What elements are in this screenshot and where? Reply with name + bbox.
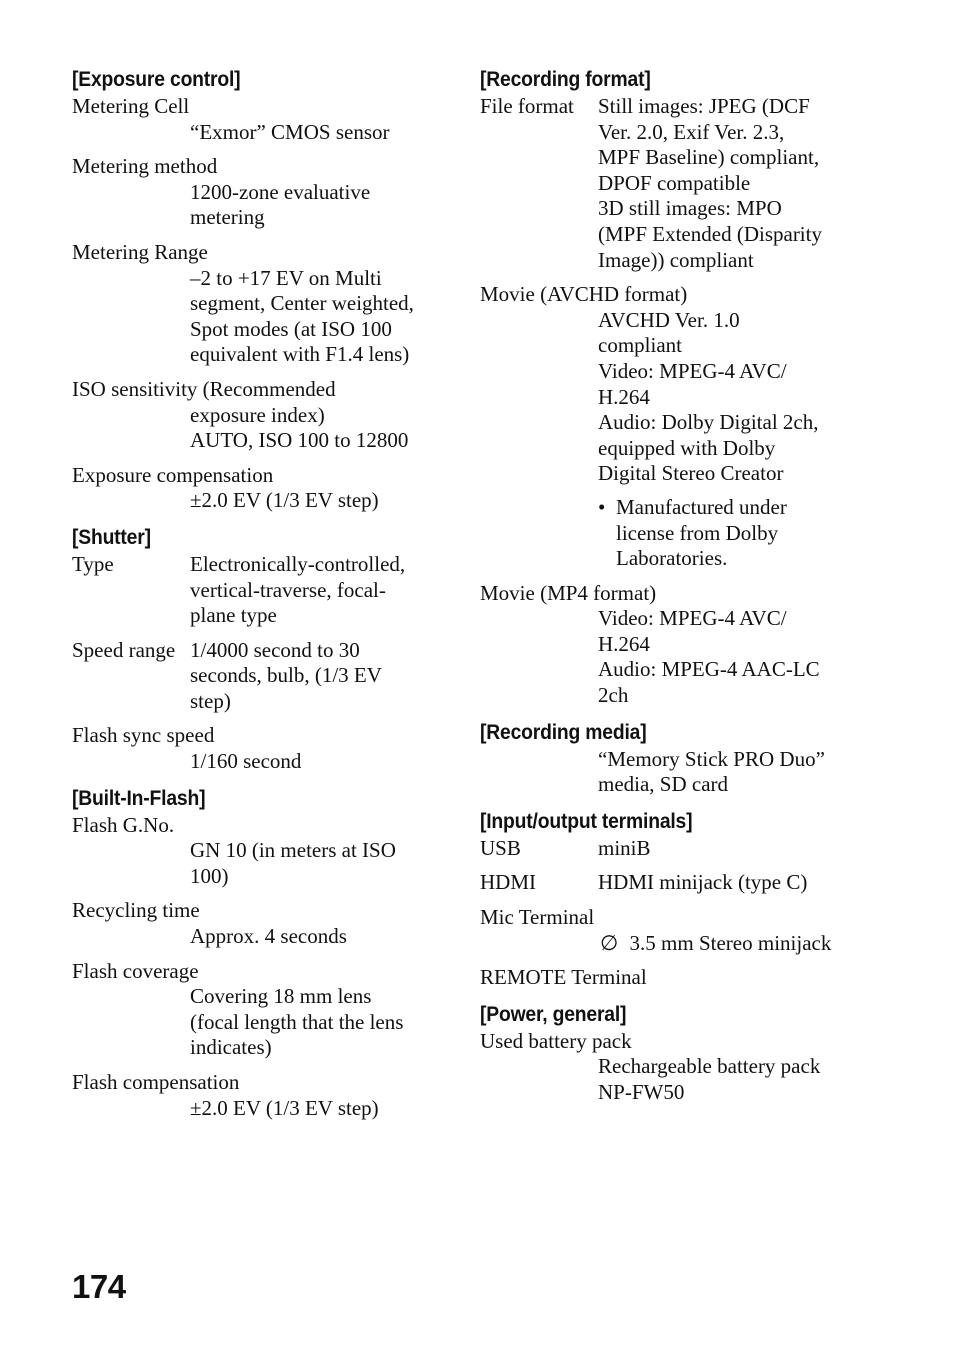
spec-value: “Memory Stick PRO Duo” media, SD card — [598, 746, 825, 797]
spec-value: GN 10 (in meters at ISO 100) — [190, 838, 396, 888]
spec-label: Flash G.No. — [72, 812, 175, 837]
spec-recycling-time — [72, 898, 444, 949]
section-built-in-flash — [72, 785, 444, 1122]
page-number: 174 — [72, 1268, 126, 1305]
section-power-general — [480, 1001, 860, 1106]
spec-usb — [480, 836, 860, 862]
section-exposure-control — [72, 66, 444, 514]
spec-value: Approx. 4 seconds — [190, 924, 347, 949]
spec-label: Used battery pack — [480, 1028, 632, 1053]
spec-label: HDMI — [480, 870, 536, 895]
spec-label: Type — [72, 551, 114, 576]
spec-value: HDMI minijack (type C) — [598, 870, 808, 895]
spec-label: Metering method — [72, 154, 218, 179]
spec-value: 1/160 second — [190, 749, 302, 774]
section-recording-format — [480, 66, 860, 709]
spec-value: 1200-zone evaluative metering — [190, 179, 371, 230]
spec-value: Electronically-controlled, vertical-traverse, focal- plane type — [190, 551, 406, 628]
section-heading: [Input/output terminals] — [480, 809, 693, 833]
spec-label: Exposure compensation — [72, 462, 274, 487]
spec-value: ±2.0 EV (1/3 EV step) — [190, 1095, 379, 1120]
spec-label: Mic Terminal — [480, 905, 595, 930]
spec-label: Flash coverage — [72, 958, 199, 983]
diameter-icon: ∅ — [600, 930, 619, 955]
spec-value: AVCHD Ver. 1.0 compliant Video: MPEG-4 AVC/ H.264 Audio: Dolby Digital 2ch, equipped with Dolby Digital Stereo Creator — [598, 307, 819, 486]
spec-flash-coverage — [72, 959, 444, 1061]
spec-label: Metering Range — [72, 239, 208, 264]
spec-file-format — [480, 94, 860, 273]
section-heading: [Recording format] — [480, 68, 651, 91]
section-heading: [Power, general] — [480, 1002, 627, 1026]
spec-remote-terminal — [480, 965, 860, 991]
spec-label: Speed range — [72, 637, 176, 662]
section-io-terminals — [480, 808, 860, 991]
spec-recording-media — [480, 747, 860, 798]
section-heading: [Shutter] — [72, 525, 151, 549]
spec-speed-range — [72, 638, 444, 715]
section-recording-media — [480, 719, 860, 798]
spec-metering-cell — [72, 94, 444, 145]
license-note: • Manufactured under license from Dolby Laboratories. — [598, 495, 860, 572]
spec-movie-avchd — [480, 282, 860, 572]
spec-label: Movie (MP4 format) — [480, 580, 657, 605]
spec-metering-method — [72, 154, 444, 231]
spec-value: Covering 18 mm lens (focal length that the lens indicates) — [190, 984, 404, 1060]
spec-label: Flash compensation — [72, 1070, 240, 1094]
spec-value: 1/4000 second to 30 seconds, bulb, (1/3 EV step) — [190, 637, 382, 713]
spec-shutter-type — [72, 552, 444, 629]
spec-label: Metering Cell — [72, 94, 190, 118]
spec-label: File format — [480, 94, 574, 118]
spec-label: Movie (AVCHD format) — [480, 282, 688, 307]
spec-hdmi — [480, 870, 860, 896]
spec-value: Rechargeable battery pack NP-FW50 — [598, 1054, 821, 1104]
spec-label: ISO sensitivity (Recommended — [72, 376, 336, 401]
spec-mic-terminal — [480, 905, 860, 956]
spec-label: Flash sync speed — [72, 723, 215, 748]
left-column — [72, 66, 444, 1131]
spec-flash-gno — [72, 813, 444, 890]
section-shutter — [72, 524, 444, 775]
spec-iso-sensitivity — [72, 377, 444, 454]
spec-metering-range — [72, 240, 444, 368]
spec-battery-pack — [480, 1029, 860, 1106]
spec-value: exposure index) AUTO, ISO 100 to 12800 — [190, 402, 409, 453]
right-column — [480, 66, 860, 1116]
section-heading: [Built-In-Flash] — [72, 786, 206, 810]
spec-value: “Exmor” CMOS sensor — [190, 119, 390, 144]
spec-value: Still images: JPEG (DCF Ver. 2.0, Exif Ver. 2.3, MPF Baseline) compliant, DPOF compatible 3D still images: MPO (MPF Extended (Disparity Image)) compliant — [598, 94, 822, 272]
spec-value: Video: MPEG-4 AVC/ H.264 Audio: MPEG-4 AAC-LC 2ch — [598, 606, 820, 708]
spec-value: ±2.0 EV (1/3 EV step) — [190, 488, 379, 513]
spec-label: USB — [480, 835, 521, 860]
spec-exposure-compensation — [72, 463, 444, 514]
spec-flash-sync-speed — [72, 723, 444, 774]
section-heading: [Recording media] — [480, 720, 647, 744]
spec-flash-compensation — [72, 1070, 444, 1121]
spec-movie-mp4 — [480, 581, 860, 709]
section-heading: [Exposure control] — [72, 68, 241, 91]
spec-value: –2 to +17 EV on Multi segment, Center weighted, Spot modes (at ISO 100 equivalent with F1.4 lens) — [190, 265, 414, 367]
spec-label: REMOTE Terminal — [480, 965, 647, 990]
spec-value: ∅ 3.5 mm Stereo minijack — [600, 930, 832, 955]
spec-value: miniB — [598, 835, 651, 860]
spec-label: Recycling time — [72, 898, 200, 923]
